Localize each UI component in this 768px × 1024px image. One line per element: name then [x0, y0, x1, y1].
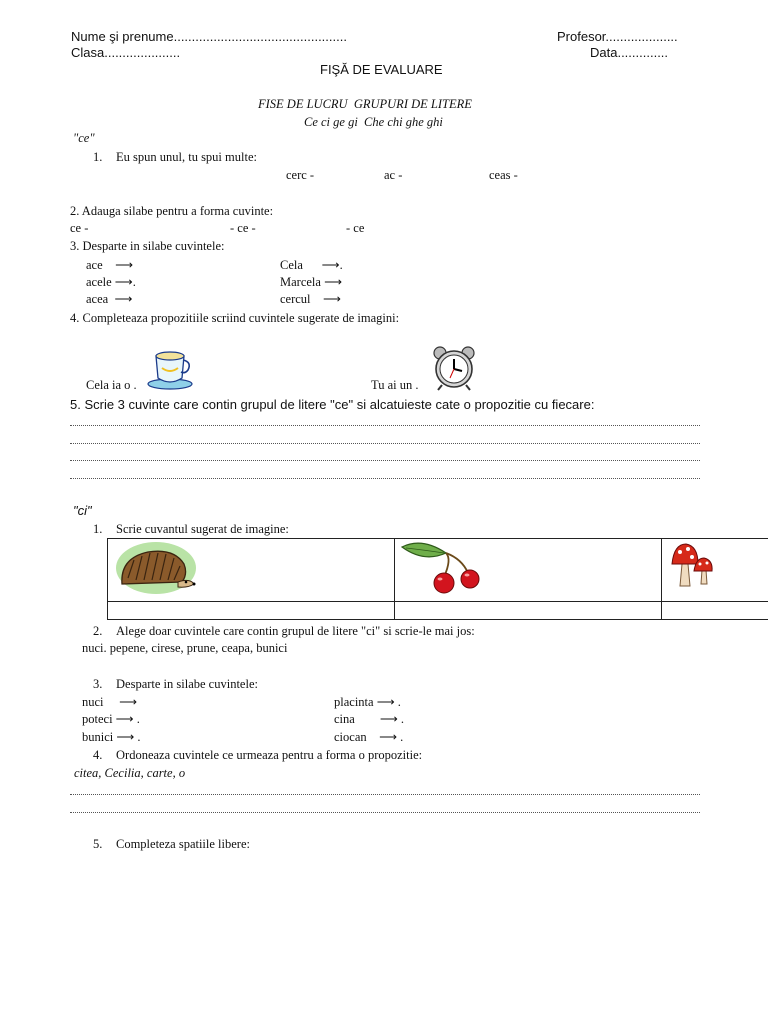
ci-q2-words: nuci. pepene, cirese, prune, ceapa, bunici: [82, 641, 288, 655]
answer-cell-mushroom[interactable]: [663, 603, 768, 619]
ce-q3-marcela: Marcela ⟶: [280, 275, 342, 289]
answer-line: [70, 812, 700, 814]
ci-q3-nuci: nuci ⟶: [82, 695, 138, 709]
ci-q3-cina: cina ⟶ .: [334, 712, 404, 726]
ce-q3-acele: acele ⟶.: [86, 275, 136, 289]
table-divider: [661, 539, 662, 619]
ci-q3-poteci: poteci ⟶ .: [82, 712, 140, 726]
date-line: Data..............: [590, 45, 669, 60]
answer-line: [70, 425, 700, 427]
table-divider: [394, 539, 395, 619]
ci-q3-text: Desparte in silabe cuvintele:: [116, 677, 258, 691]
ci-q1-number: 1.: [93, 522, 103, 536]
ce-q4-b: Tu ai un .: [371, 378, 419, 392]
hedgehog-icon: [112, 540, 198, 598]
ce-q1-text: Eu spun unul, tu spui multe:: [116, 150, 257, 164]
ci-q4-text: Ordoneaza cuvintele ce urmeaza pentru a forma o propozitie:: [116, 748, 423, 762]
ci-q4-words: citea, Cecilia, carte, o: [74, 766, 186, 780]
ce-q2-a: ce -: [70, 221, 89, 235]
ce-q3-text: 3. Desparte in silabe cuvintele:: [70, 239, 225, 253]
answer-line: [70, 794, 700, 796]
ce-q2-text: 2. Adauga silabe pentru a forma cuvinte:: [70, 204, 274, 218]
ci-q5-number: 5.: [93, 837, 103, 851]
ce-q2-b: - ce -: [230, 221, 256, 235]
teacup-icon: [146, 348, 194, 390]
alarm-clock-icon: [430, 345, 478, 391]
answer-cell-hedgehog[interactable]: [108, 603, 393, 619]
ci-q2-text: Alege doar cuvintele care contin grupul de litere "ci" si scrie-le mai jos:: [116, 624, 475, 638]
ce-q1-word-cerc: cerc -: [286, 168, 315, 182]
answer-line: [70, 460, 700, 462]
mushroom-icon: [670, 540, 714, 588]
ci-q2-number: 2.: [93, 624, 103, 638]
ce-q1-number: 1.: [93, 150, 103, 164]
ce-q3-acea: acea ⟶: [86, 292, 133, 306]
answer-line: [70, 478, 700, 480]
ce-q3-ace: ace ⟶: [86, 258, 134, 272]
ci-q4-number: 4.: [93, 748, 103, 762]
ci-q3-ciocan: ciocan ⟶ .: [334, 730, 404, 744]
ce-q3-cercul: cercul ⟶: [280, 292, 341, 306]
page-title: FIŞĂ DE EVALUARE: [320, 62, 443, 77]
teacher-line: Profesor....................: [557, 29, 678, 44]
answer-line: [70, 443, 700, 445]
name-line: Nume şi prenume................................................: [71, 29, 347, 44]
ce-heading: "ce": [73, 131, 95, 145]
ci-q5-text: Completeza spatiile libere:: [116, 837, 250, 851]
table-divider: [108, 601, 768, 602]
ce-q1-word-ceas: ceas -: [489, 168, 518, 182]
answer-cell-cherries[interactable]: [396, 603, 660, 619]
subtitle-line2: Ce ci ge gi Che chi ghe ghi: [304, 115, 443, 129]
ce-q4-a: Cela ia o .: [86, 378, 137, 392]
ce-q1-word-ac: ac -: [384, 168, 403, 182]
ci-q3-placinta: placinta ⟶ .: [334, 695, 401, 709]
subtitle-line1: FISE DE LUCRU GRUPURI DE LITERE: [258, 97, 472, 111]
ce-q5-text: 5. Scrie 3 cuvinte care contin grupul de litere "ce" si alcatuieste cate o propozitie cu fiecare:: [70, 397, 595, 412]
cherries-icon: [398, 539, 482, 595]
class-line: Clasa.....................: [71, 45, 181, 60]
ci-heading: "ci": [73, 503, 92, 518]
ci-q1-text: Scrie cuvantul sugerat de imagine:: [116, 522, 289, 536]
ce-q4-text: 4. Completeaza propozitiile scriind cuvintele sugerate de imagini:: [70, 311, 400, 325]
ce-q3-cela: Cela ⟶.: [280, 258, 343, 272]
ce-q2-c: - ce: [346, 221, 365, 235]
ci-q3-bunici: bunici ⟶ .: [82, 730, 141, 744]
ci-q3-number: 3.: [93, 677, 103, 691]
